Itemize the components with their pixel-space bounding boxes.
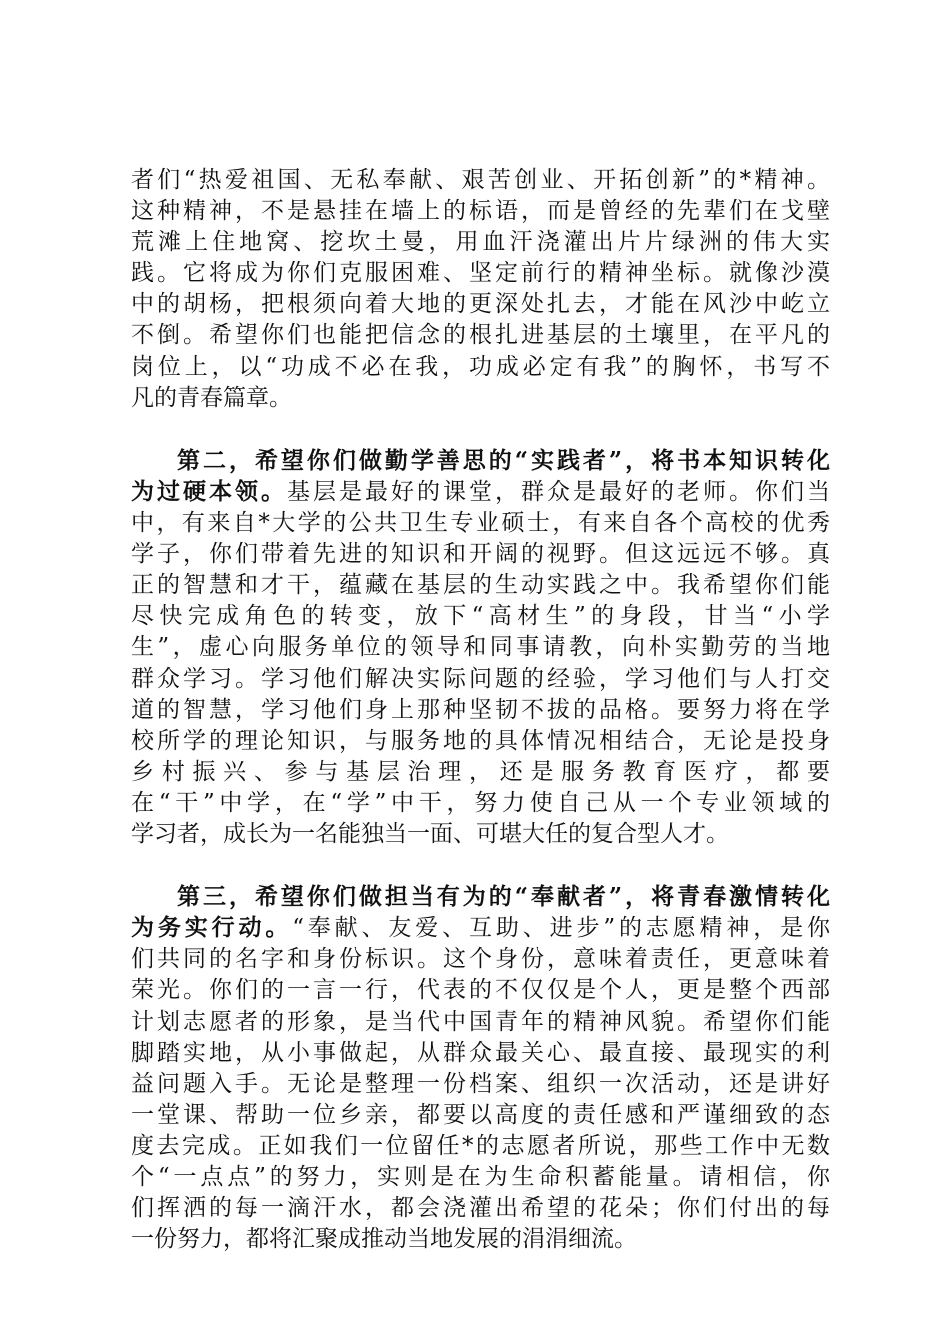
- text-line: 道的智慧，学习他们身上那种坚韧不拔的品格。要努力将在学: [131, 696, 830, 723]
- text-line: [131, 912, 830, 944]
- paragraph-heading-line: 第二，希望你们做勤学善思的“实践者”，将书本知识转化: [177, 446, 830, 474]
- text-line: 生”，虚心向服务单位的领导和同事请教，向朴实勤劳的当地: [131, 634, 830, 661]
- text-line: 凡的青春篇章。: [131, 384, 292, 411]
- text-line: 学子，你们带着先进的知识和开阔的视野。但这远远不够。真: [131, 541, 830, 568]
- text-line: 荒滩上住地窝、挖坎土曼，用血汗浇灌出片片绿洲的伟大实: [131, 229, 830, 256]
- document-body: [131, 165, 830, 1255]
- text-line: 荣光。你们的一言一行，代表的不仅仅是个人，更是整个西部: [131, 977, 830, 1004]
- text-line: 脚踏实地，从小事做起，从群众最关心、最直接、最现实的利: [131, 1039, 830, 1066]
- text-line: 一份努力，都将汇聚成推动当地发展的涓涓细流。: [131, 1226, 637, 1253]
- paragraph-spacer: [131, 414, 830, 445]
- text-line: 不倒。希望你们也能把信念的根扎进基层的土壤里，在平凡的: [131, 322, 830, 349]
- text-line: [131, 476, 830, 508]
- text-line: 计划志愿者的形象，是当代中国青年的精神风貌。希望你们能: [131, 1008, 830, 1035]
- text-line: 践。它将成为你们克服困难、坚定前行的精神坐标。就像沙漠: [131, 260, 830, 287]
- paragraph-heading-line: 第三，希望你们做担当有为的“奉献者”，将青春激情转化: [177, 883, 830, 911]
- text-line: 岗位上，以“功成不必在我，功成必定有我”的胸怀，书写不: [131, 353, 830, 380]
- text-line: 一堂课、帮助一位乡亲，都要以高度的责任感和严谨细致的态: [131, 1101, 830, 1128]
- text-line: 尽快完成角色的转变，放下“高材生”的身段，甘当“小学: [131, 603, 830, 630]
- text-line: 在“干”中学，在“学”中干，努力使自己从一个专业领域的: [131, 789, 830, 816]
- text-line: 个“一点点”的努力，实则是在为生命积蓄能量。请相信，你: [131, 1164, 830, 1190]
- paragraph-heading-lead: 为务实行动。: [131, 914, 293, 942]
- text-line: 中的胡杨，把根须向着大地的更深处扎去，才能在风沙中屹立: [131, 291, 830, 318]
- paragraph-spirit: [131, 165, 830, 414]
- paragraph-spacer: [131, 850, 830, 881]
- text-line: 乡村振兴、参与基层治理，还是服务教育医疗，都要: [131, 758, 830, 785]
- text-line: 学习者，成长为一名能独当一面、可堪大任的复合型人才。: [131, 820, 729, 847]
- text-line: 正的智慧和才干，蕴藏在基层的生动实践之中。我希望你们能: [131, 572, 830, 599]
- text-line: 益问题入手。无论是整理一份档案、组织一次活动，还是讲好: [131, 1070, 830, 1097]
- paragraph-contributor: [131, 881, 830, 1255]
- text-line: 者们“热爱祖国、无私奉献、艰苦创业、开拓创新”的*精神。: [131, 167, 830, 193]
- text-line: 们共同的名字和身份标识。这个身份，意味着责任，更意味着: [131, 946, 830, 973]
- text-line: 这种精神，不是悬挂在墙上的标语，而是曾经的先辈们在戈壁: [131, 198, 830, 225]
- paragraph-heading-lead: 为过硬本领。: [131, 477, 287, 505]
- text-line-rest: “奉献、友爱、互助、进步”的志愿精神，是你: [292, 915, 830, 942]
- paragraph-practitioner: [131, 445, 830, 850]
- text-line-rest: 基层是最好的课堂，群众是最好的老师。你们当: [287, 478, 830, 505]
- text-line: 校所学的理论知识，与服务地的具体情况相结合，无论是投身: [131, 727, 830, 754]
- text-line: 度去完成。正如我们一位留任*的志愿者所说，那些工作中无数: [131, 1132, 830, 1159]
- text-line: 中，有来自*大学的公共卫生专业硕士，有来自各个高校的优秀: [131, 510, 830, 537]
- text-line: 们挥洒的每一滴汗水，都会浇灌出希望的花朵；你们付出的每: [131, 1195, 830, 1222]
- text-line: 群众学习。学习他们解决实际问题的经验，学习他们与人打交: [131, 665, 830, 692]
